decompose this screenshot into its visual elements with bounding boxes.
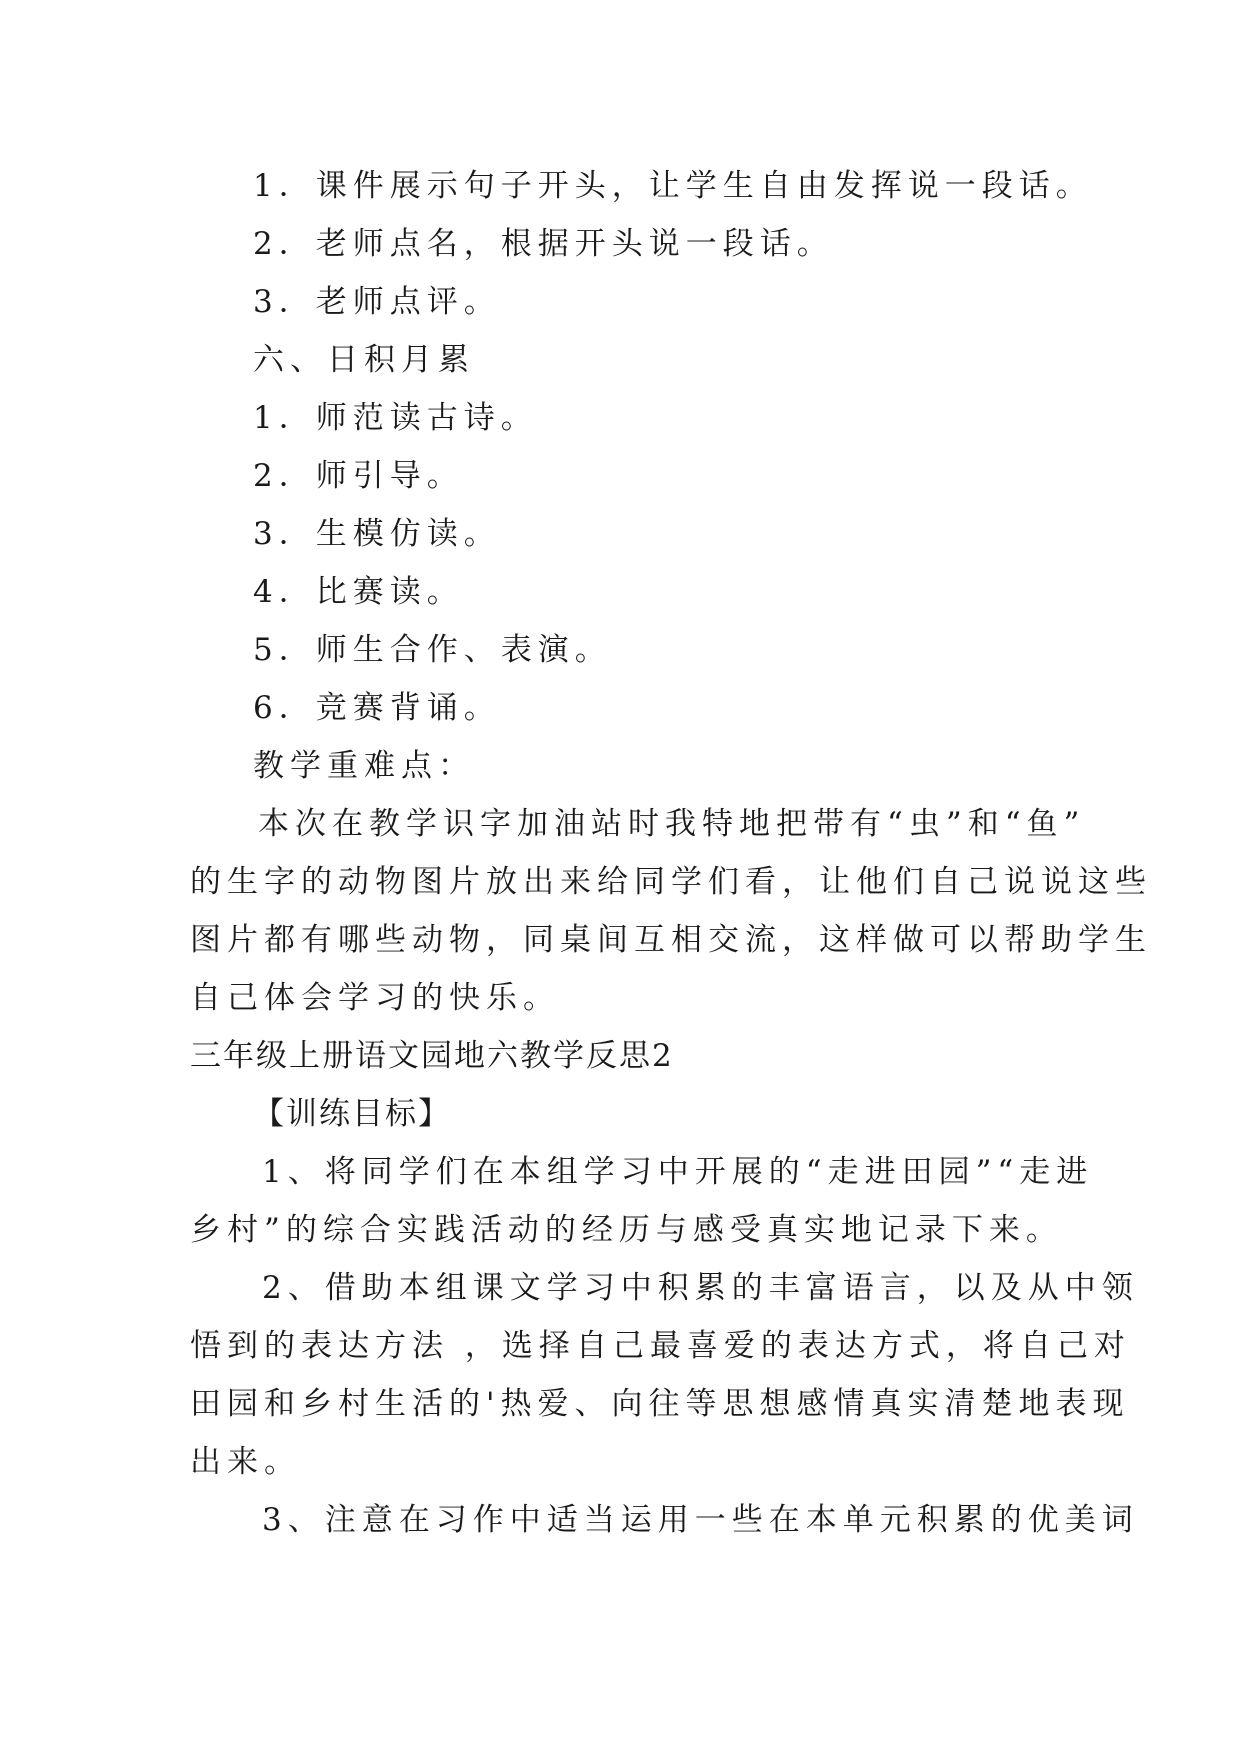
paragraph-line: 5．师生合作、表演。 bbox=[253, 632, 612, 668]
section-heading: 【训练目标】 bbox=[253, 1096, 451, 1132]
paragraph-line: 乡村”的综合实践活动的经历与感受真实地记录下来。 bbox=[190, 1212, 1063, 1248]
paragraph-line: 3、注意在习作中适当运用一些在本单元积累的优美词 bbox=[262, 1502, 1139, 1538]
paragraph-line: 图片都有哪些动物，同桌间互相交流，这样做可以帮助学生 bbox=[190, 922, 1152, 958]
section-heading: 六、日积月累 bbox=[253, 342, 475, 378]
section-title: 三年级上册语文园地六教学反思2 bbox=[190, 1038, 674, 1074]
paragraph-line: 3．老师点评。 bbox=[253, 284, 501, 320]
paragraph-line: 1．课件展示句子开头，让学生自由发挥说一段话。 bbox=[253, 168, 1093, 204]
section-heading: 教学重难点： bbox=[253, 748, 475, 784]
paragraph-line: 自己体会学习的快乐。 bbox=[190, 980, 560, 1016]
paragraph-line: 4．比赛读。 bbox=[253, 574, 464, 610]
paragraph-line: 2．师引导。 bbox=[253, 458, 464, 494]
paragraph-line: 1．师范读古诗。 bbox=[253, 400, 538, 436]
paragraph-line: 田园和乡村生活的'热爱、向往等思想感情真实清楚地表现 bbox=[190, 1386, 1130, 1422]
paragraph-line: 本次在教学识字加油站时我特地把带有“虫”和“鱼” bbox=[258, 806, 1086, 842]
paragraph-line: 1、将同学们在本组学习中开展的“走进田园”“走进 bbox=[262, 1154, 1094, 1190]
paragraph-line: 3．生模仿读。 bbox=[253, 516, 501, 552]
paragraph-line: 2．老师点名，根据开头说一段话。 bbox=[253, 226, 834, 262]
paragraph-line: 出来。 bbox=[190, 1444, 301, 1480]
paragraph-line: 的生字的动物图片放出来给同学们看，让他们自己说说这些 bbox=[190, 864, 1152, 900]
paragraph-line: 2、借助本组课文学习中积累的丰富语言，以及从中领 bbox=[262, 1270, 1139, 1306]
paragraph-line: 6．竞赛背诵。 bbox=[253, 690, 501, 726]
paragraph-line: 悟到的表达方法 ，选择自己最喜爱的表达方式，将自己对 bbox=[190, 1328, 1131, 1364]
